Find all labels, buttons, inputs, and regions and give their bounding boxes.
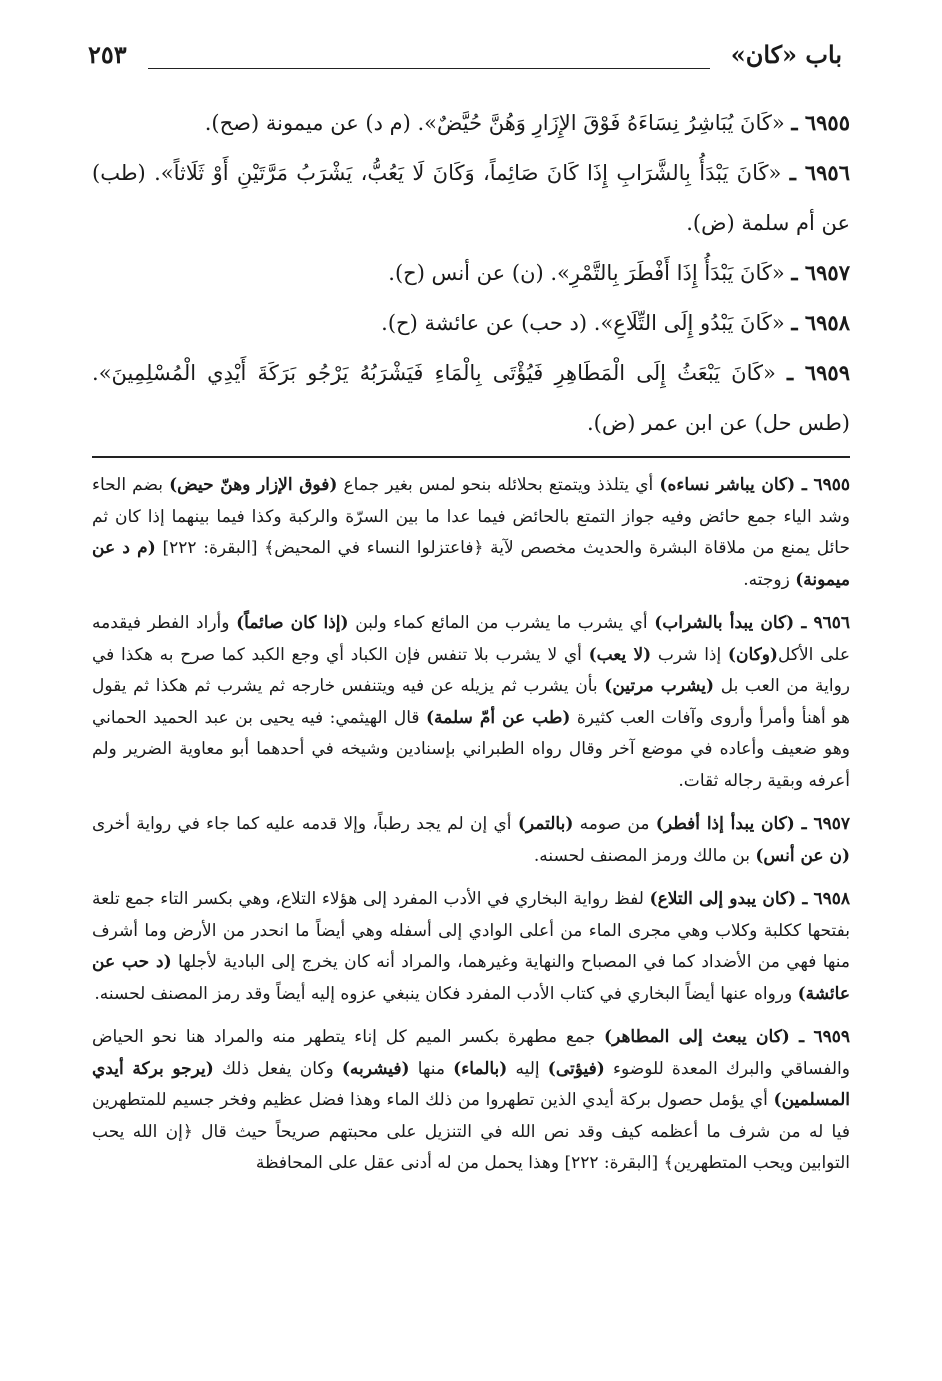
footnote-divider — [92, 456, 850, 458]
commentary-text: وأراد الفطر فيقدمه على الأكل — [92, 613, 851, 665]
commentary-text: أي إن لم يجد رطباً، وإلا قدمه عليه كما جاء في رواية أخرى — [92, 814, 518, 834]
commentary-lemma: (بالماء) — [453, 1058, 508, 1079]
hadith-source: . (طس حل) عن ابن عمر (ض). — [92, 361, 850, 435]
commentary-number: ٦٩٥٥ ـ — [795, 475, 850, 495]
hadith-number: ٦٩٥٨ ـ — [791, 310, 850, 335]
hadith-number: ٦٩٥٦ ـ — [789, 160, 850, 185]
commentary-lemma: (م د عن ميمونة) — [92, 538, 850, 590]
hadith-text: «كَانَ يَبْعَثُ إِلَى الْمَطَاهِرِ فَيُؤْتَى بِالْمَاءِ فَيَشْرَبُهُ يَرْجُو بَرَكَةَ أَيْدِي الْمُسْلِمِينَ» — [98, 361, 776, 385]
hadith-source: . (طب) عن أم سلمة (ض). — [92, 161, 850, 235]
commentary-number: ٦٩٥٨ ـ — [796, 889, 850, 909]
commentary-text: أي يشرب ما يشرب من المائع كماء ولبن — [348, 613, 655, 633]
hadith-entry — [92, 248, 850, 298]
hadith-text: «كَانَ يُبَاشِرُ نِسَاءَهُ فَوْقَ الإِزَارِ وَهُنَّ حُيَّضٌ» — [424, 111, 785, 135]
commentary-paragraph — [92, 470, 850, 596]
hadith-source: . (د حب) عن عائشة (ح). — [381, 311, 601, 335]
commentary-text: إذا شرب — [651, 644, 728, 665]
commentary-lemma: (كان يباشر نساءه) — [659, 475, 796, 495]
commentary-paragraph — [92, 608, 850, 797]
page-header — [88, 40, 842, 80]
commentary-text: ورواه عنها أيضاً البخاري في كتاب الأدب المفرد فكان ينبغي عزوه إليه أيضاً وقد رمز المصنف لحسنه. — [94, 983, 798, 1004]
hadith-entry — [92, 298, 850, 348]
commentary-text: أي لا يشرب بلا تنفس فإن الكباد أي وجع الكبد كما صرح به هكذا في رواية من العب بل — [92, 644, 851, 696]
commentary-lemma: (بالتمر) — [517, 814, 574, 834]
commentary-paragraph — [92, 809, 850, 872]
hadith-source: . (م د) عن ميمونة (صح). — [204, 111, 425, 135]
commentary-lemma: (لا يعب) — [588, 644, 652, 665]
commentary-lemma: (إذا كان صائماً) — [236, 613, 349, 633]
commentary-text: أي يؤمل حصول بركة أيدي الذين تطهروا من ذلك الماء وهذا فضل عظيم وفخر جسيم للمتطهرين فيا له من شرف ما أعظمه كيف وقد نص الله في التنزيل على محبتهم صريحاً حيث قال ﴿إن الله يحب التوابين ويحب المتطهرين﴾ [البقرة: ٢٢٢] وهذا يحمل من له أدنى عقل على المحافظة — [92, 1090, 850, 1173]
commentary-paragraph — [92, 884, 850, 1010]
commentary-number: ٦٩٥٧ ـ — [794, 814, 850, 834]
commentary-lemma: (د حب عن عائشة) — [92, 952, 850, 1004]
commentary-text: لفظ رواية البخاري في الأدب المفرد إلى هؤلاء التلاع، وهي بكسر التاء جمع تلعة بفتحها ككلبة وكلاب وهي مجرى الماء من أعلى الوادي إلى أسفله وهي أيضاً ما انحدر من الأرض وما أشرف منها فهي من الأضداد كما في المصباح والنهاية وغيرهما، والمراد أنه كان يخرج إلى البادية لأجلها — [92, 889, 850, 972]
commentary-number: ٦٩٥٩ ـ — [789, 1027, 850, 1047]
commentary-text: بن مالك ورمز المصنف لحسنه. — [533, 845, 756, 866]
commentary-lemma: (فوق الإزار وهنّ حيض) — [169, 475, 338, 495]
chapter-title: باب «كان» — [730, 40, 842, 69]
commentary-lemma: (يرجو بركة أيدي المسلمين) — [92, 1058, 850, 1110]
commentary-lemma: (كان يبدأ إذا أفطر) — [655, 814, 795, 834]
hadith-source: . (ن) عن أنس (ح). — [388, 261, 558, 285]
commentary-lemma: (كان يبعث إلى المطاهر) — [604, 1027, 790, 1047]
hadith-text: «كَانَ يَبْدُو إِلَى التِّلَاعِ» — [600, 311, 785, 335]
commentary-lemma: (ن عن أنس) — [755, 845, 850, 866]
commentary-text: جمع مطهرة بكسر الميم كل إناء يتطهر منه والمراد هنا نحو الحياض والفساقي والبرك المعدة للوضوء — [92, 1027, 850, 1079]
hadith-text: «كَانَ يَبْدَأُ بِالشَّرَابِ إِذَا كَانَ صَائِماً، وَكَانَ لَا يَعُبُّ، يَشْرَبُ مَرَّتَيْنِ أَوْ ثَلَاثاً» — [160, 161, 782, 185]
hadith-number: ٦٩٥٩ ـ — [786, 360, 850, 385]
commentary-lemma: (فيؤتى) — [547, 1058, 605, 1079]
commentary-text: منها — [409, 1058, 454, 1079]
hadith-text: «كَانَ يَبْدَأُ إِذَا أَفْطَرَ بِالتَّمْرِ» — [557, 261, 785, 285]
commentary-lemma: (طب عن أمّ سلمة) — [425, 707, 571, 728]
commentary-text: بأن يشرب ثم يزيله عن فيه ويتنفس خارجه ثم يشرب ثم هكذا ثم يقول هو أهنأ وأمرأ وأروى وآفات العب كثيرة — [92, 676, 850, 728]
commentary-section — [92, 470, 850, 1192]
commentary-text: بضم الحاء وشد الياء جمع حائض وفيه جواز التمتع بالحائض فيما عدا ما بين السرّة والركبة وكذا فيما بينهما إذا كان ثم حائل يمنع من ملاقاة البشرة والحديث مخصص لآية ﴿فاعتزلوا النساء في المحيض﴾ [البقرة: ٢٢٢] — [92, 475, 850, 558]
commentary-lemma: (يشرب مرتين) — [604, 676, 715, 696]
commentary-lemma: (فيشربه) — [341, 1058, 410, 1079]
commentary-text: قال الهيثمي: فيه يحيى بن عبد الحميد الحماني وهو ضعيف وأعاده في موضع آخر وقال رواه الطبراني بإسنادين وشيخه في أحدهما أبو معاوية الضرير ولم أعرفه وبقية رجاله ثقات. — [92, 707, 850, 791]
hadith-number: ٦٩٥٧ ـ — [791, 260, 850, 285]
header-rule — [148, 68, 710, 69]
commentary-text: أي يتلذذ ويتمتع بحلائله بنحو لمس بغير جماع — [337, 475, 660, 495]
commentary-lemma: (وكان) — [727, 644, 778, 665]
commentary-lemma: (كان يبدو إلى التلاع) — [649, 889, 797, 909]
hadith-number: ٦٩٥٥ ـ — [791, 110, 850, 135]
hadith-entry — [92, 348, 850, 448]
commentary-text: زوجته. — [743, 569, 796, 590]
commentary-number: ٩٦٥٦ ـ — [794, 613, 850, 633]
commentary-text: إليه — [507, 1058, 548, 1079]
commentary-paragraph — [92, 1022, 850, 1180]
page-number: ٢٥٣ — [88, 40, 127, 69]
commentary-text: وكان يفعل ذلك — [213, 1058, 342, 1079]
commentary-lemma: (كان يبدأ بالشراب) — [654, 613, 795, 633]
hadith-list — [92, 98, 850, 448]
hadith-entry — [92, 148, 850, 248]
commentary-text: من صومه — [573, 814, 656, 834]
hadith-entry — [92, 98, 850, 148]
